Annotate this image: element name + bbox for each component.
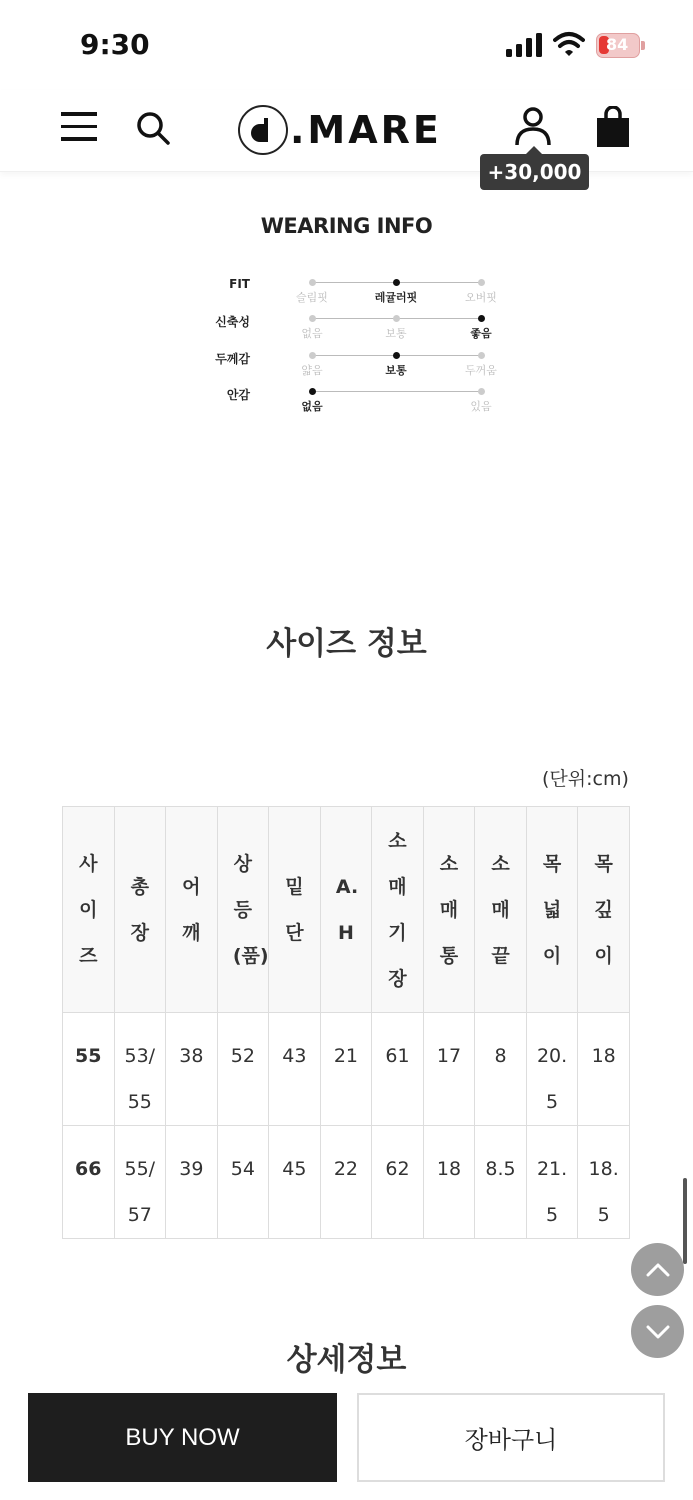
wear-row-fit [200, 277, 500, 313]
scroll-up-button[interactable] [631, 1243, 684, 1296]
column-header: 목넓이 [526, 807, 578, 1013]
chevron-down-icon [646, 1325, 670, 1339]
table-cell: 43 [269, 1013, 321, 1126]
wear-label: FIT [229, 277, 250, 291]
column-header: 사이즈 [63, 807, 115, 1013]
wear-option: 있음 [470, 400, 492, 413]
table-cell: 45 [269, 1126, 321, 1239]
table-cell: 8.5 [475, 1126, 527, 1239]
table-cell: 66 [63, 1126, 115, 1239]
hamburger-menu-icon[interactable] [61, 112, 99, 142]
table-cell: 52 [217, 1013, 269, 1126]
table-cell: 55/57 [114, 1126, 166, 1239]
shopping-bag-icon[interactable] [595, 106, 631, 148]
table-cell: 18 [578, 1013, 630, 1126]
table-cell: 17 [423, 1013, 475, 1126]
wear-option: 보통 [385, 327, 407, 340]
cellular-signal-icon [506, 33, 542, 57]
table-cell: 22 [320, 1126, 372, 1239]
size-table-header [63, 807, 630, 1013]
table-row [63, 1013, 630, 1126]
table-cell: 21 [320, 1013, 372, 1126]
table-cell: 54 [217, 1126, 269, 1239]
table-cell: 21.5 [526, 1126, 578, 1239]
table-cell: 62 [372, 1126, 424, 1239]
detail-info-title: 상세정보 [286, 1342, 407, 1378]
wear-label: 두께감 [215, 352, 250, 366]
battery-icon [596, 33, 646, 58]
logo-text: .MARE [290, 108, 442, 152]
column-header: 소매통 [423, 807, 475, 1013]
brand-logo[interactable] [238, 104, 442, 156]
column-header: 어깨 [166, 807, 218, 1013]
wearing-info-title: WEARING INFO [260, 214, 433, 238]
logo-mark-icon [238, 105, 288, 155]
wear-label: 안감 [226, 388, 250, 402]
column-header: 목깊이 [578, 807, 630, 1013]
table-cell: 18.5 [578, 1126, 630, 1239]
table-cell: 38 [166, 1013, 218, 1126]
column-header: 상등(품) [217, 807, 269, 1013]
table-cell: 61 [372, 1013, 424, 1126]
table-row [63, 1126, 630, 1239]
table-cell: 20.5 [526, 1013, 578, 1126]
user-account-icon[interactable] [514, 106, 552, 146]
size-table [62, 806, 630, 1239]
wear-option: 얇음 [301, 364, 323, 377]
size-info-title: 사이즈 정보 [266, 626, 427, 662]
column-header: 밑단 [269, 807, 321, 1013]
search-icon[interactable] [135, 110, 171, 146]
column-header: 소매기장 [372, 807, 424, 1013]
unit-note: (단위:cm) [542, 768, 629, 790]
wear-option-selected: 좋음 [470, 327, 492, 340]
scrollbar[interactable] [683, 1178, 687, 1264]
column-header: A.H [320, 807, 372, 1013]
wear-option: 오버핏 [465, 291, 497, 304]
site-header [0, 90, 693, 184]
wear-option-selected: 없음 [301, 400, 323, 413]
table-cell: 55 [63, 1013, 115, 1126]
wear-option: 없음 [301, 327, 323, 340]
wear-label: 신축성 [215, 315, 250, 329]
wear-row-lining [200, 386, 500, 422]
wear-row-stretch [200, 313, 500, 349]
column-header: 총장 [114, 807, 166, 1013]
wear-option-selected: 레귤러핏 [374, 291, 418, 304]
wear-option-selected: 보통 [385, 364, 407, 377]
status-time: 9:30 [80, 28, 150, 61]
wear-option: 두꺼움 [465, 364, 497, 377]
table-cell: 53/55 [114, 1013, 166, 1126]
chevron-up-icon [646, 1263, 670, 1277]
wear-row-thickness [200, 350, 500, 386]
points-badge: +30,000 [480, 154, 589, 190]
column-header: 소매끝 [475, 807, 527, 1013]
battery-level: 84 [606, 35, 629, 54]
scroll-down-button[interactable] [631, 1305, 684, 1358]
status-bar [0, 0, 693, 90]
buy-now-button[interactable]: BUY NOW [28, 1393, 337, 1482]
table-cell: 18 [423, 1126, 475, 1239]
add-to-cart-button[interactable]: 장바구니 [357, 1393, 665, 1482]
table-cell: 8 [475, 1013, 527, 1126]
wifi-icon [553, 30, 585, 58]
table-cell: 39 [166, 1126, 218, 1239]
wear-option: 슬림핏 [296, 291, 328, 304]
